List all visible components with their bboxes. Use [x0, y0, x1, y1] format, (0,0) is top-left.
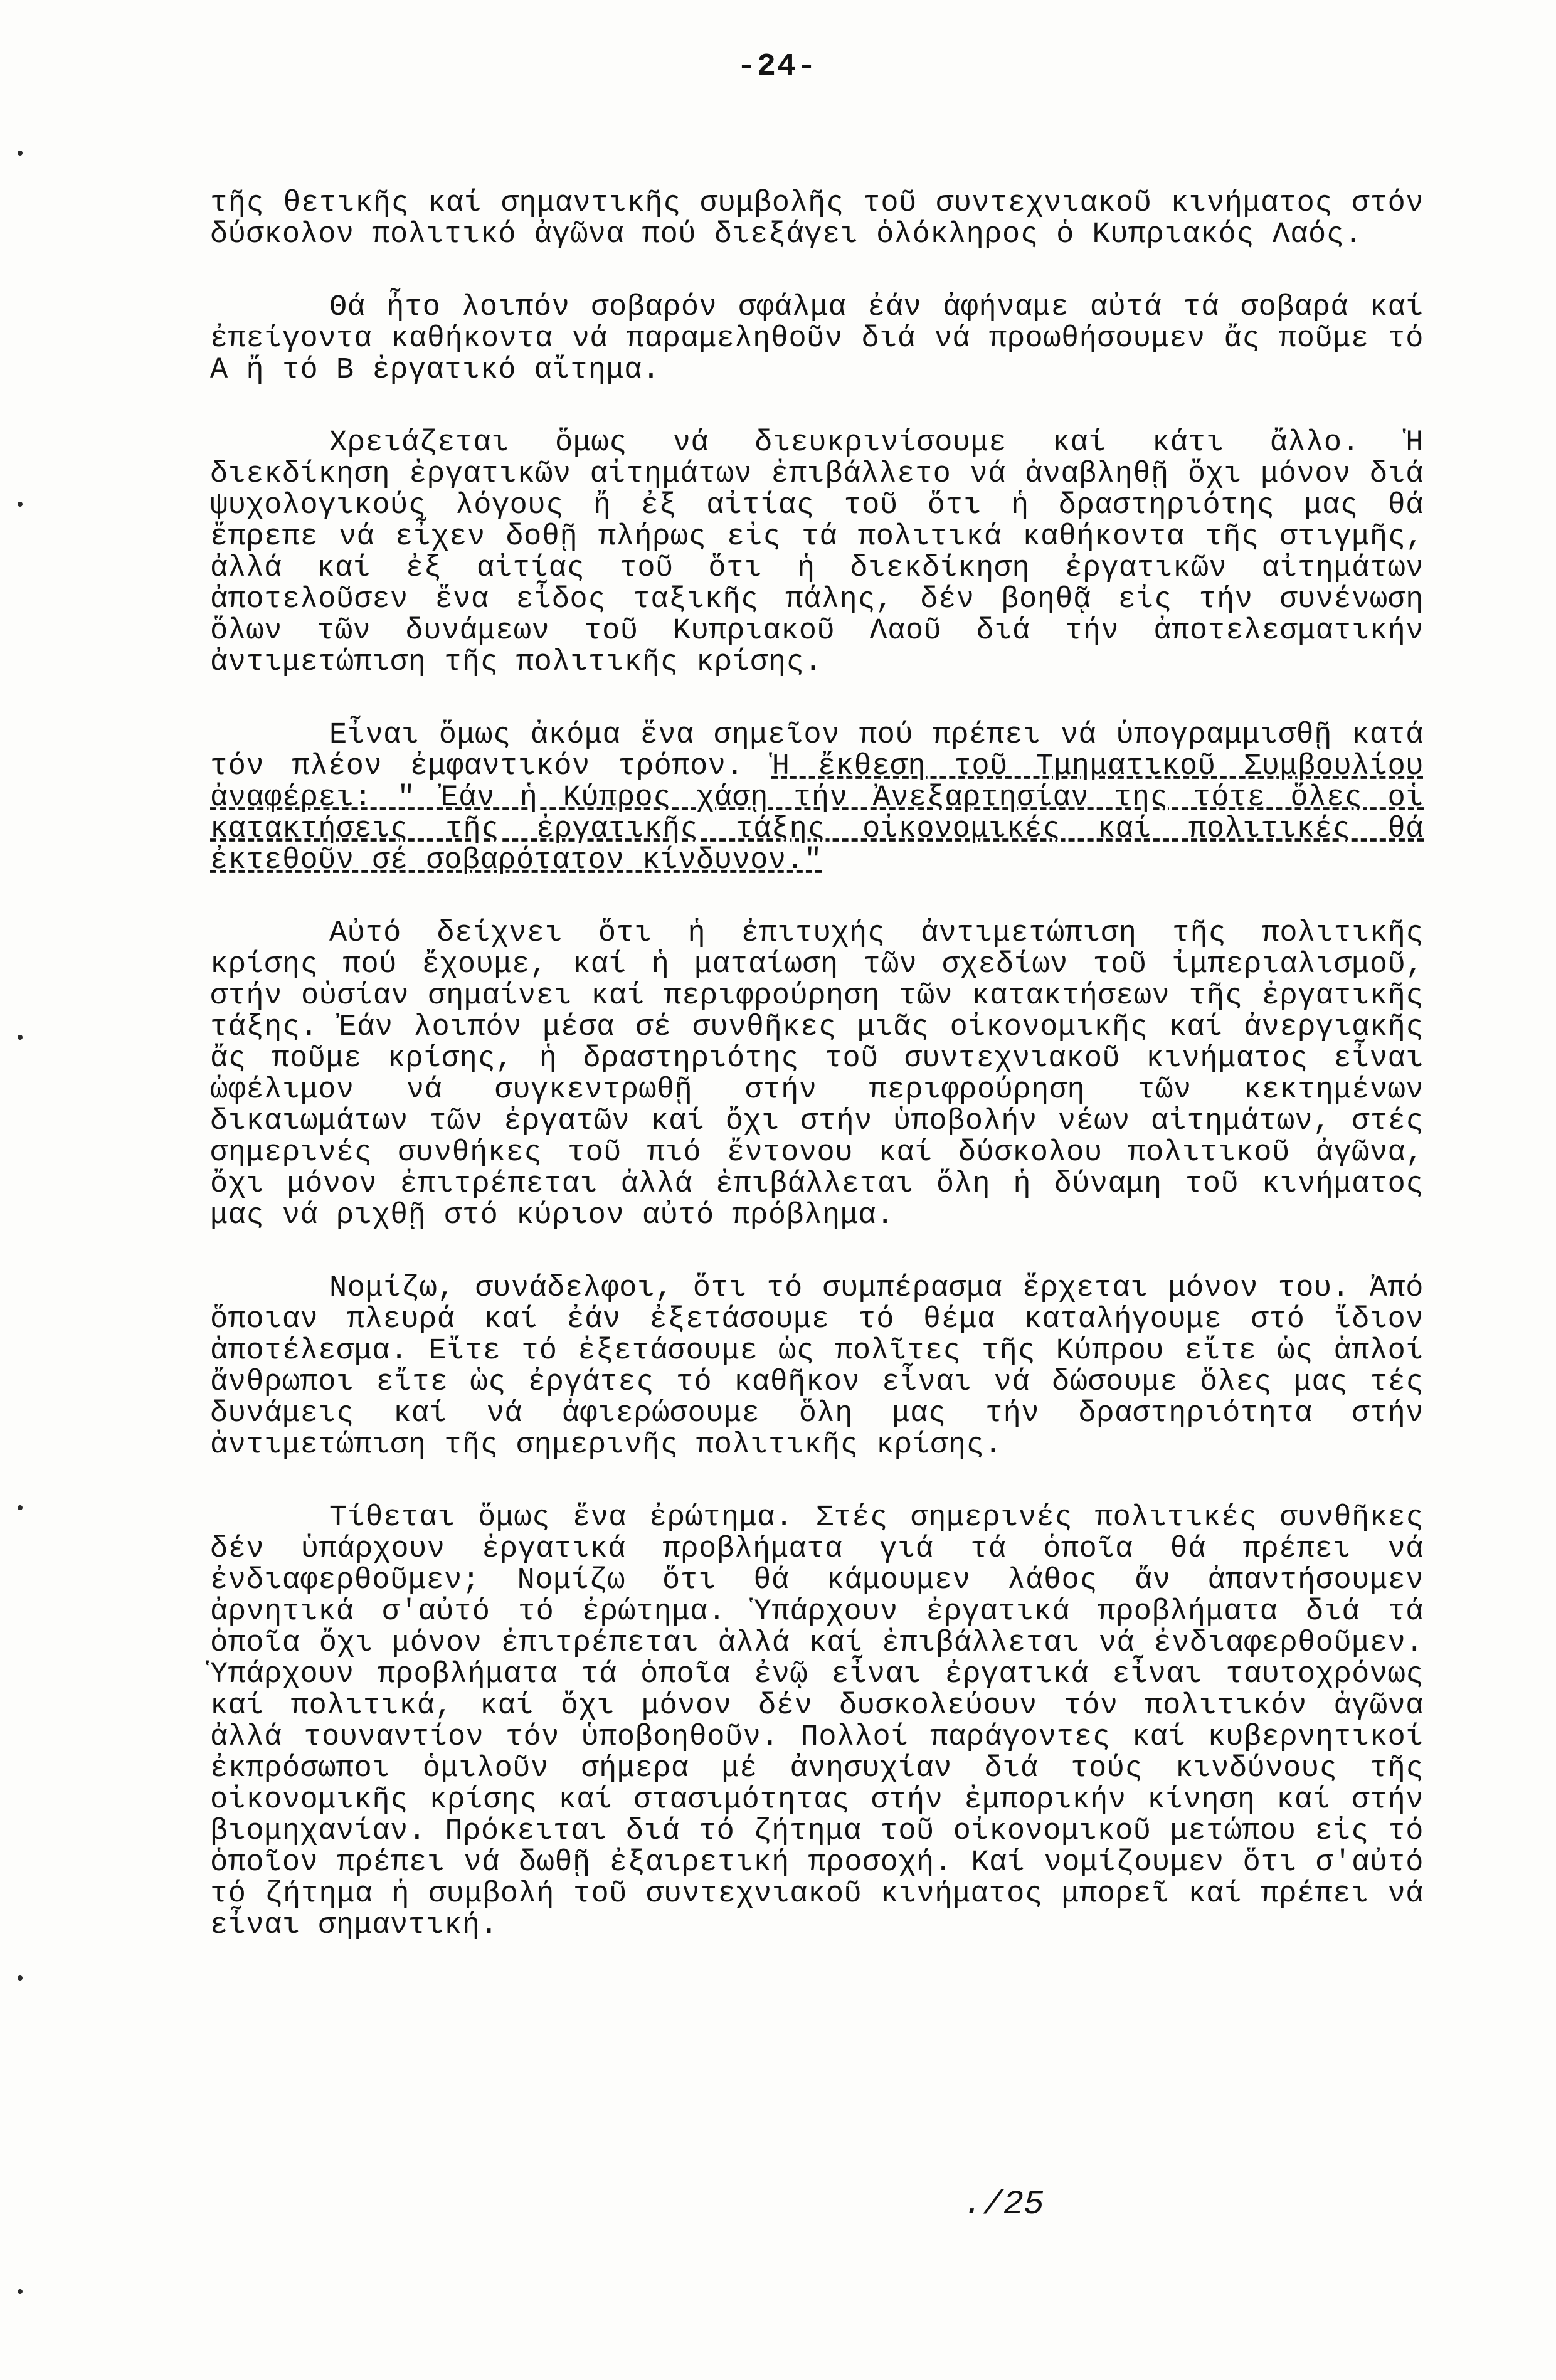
paragraph-7: Τίθεται ὅμως ἕνα ἐρώτημα. Στές σημερινές πολιτικές συνθῆκες δέν ὑπάρχουν ἐργατικά προβλήματα γιά τά ὁποῖα θά πρέπει νά ἐνδιαφερθοῦμεν; Νομίζω ὅτι θά κάμουμεν λάθος ἄν ἀπαντήσουμεν ἀρνητικά σ'αὐτό τό ἐρώτημα. Ὑπάρχουν ἐργατικά προβλήματα διά τά ὁποῖα ὄχι μόνον ἐπιτρέπεται ἀλλά καί ἐπιβάλλεται νά ἐνδιαφερθοῦμεν. Ὑπάρχουν προβλήματα τά ὁποῖα ἐνῷ εἶναι ἐργατικά εἶναι ταυτοχρόνως καί πολιτικά, καί ὄχι μόνον δέν δυσκολεύουν τόν πολιτικόν ἀγῶνα ἀλλά τουναντίον τόν ὑποβοηθοῦν. Πολλοί παράγοντες καί κυβερνητικοί ἐκπρόσωποι ὁμιλοῦν σήμερα μέ ἀνησυχίαν διά τούς κινδύνους τῆς οἰκονομικῆς κρίσης καί στασιμότητας στήν ἐμπορικήν κίνηση καί στήν βιομηχανίαν. Πρόκειται διά τό ζήτημα τοῦ οἰκονομικοῦ μετώπου εἰς τό ὁποῖον πρέπει νά δωθῇ ἐξαιρετική προσοχή. Καί νομίζουμεν ὅτι σ'αὐτό τό ζήτημα ἡ συμβολή τοῦ συντεχνιακοῦ κινήματος μπορεῖ καί πρέπει νά εἶναι σημαντική. [210, 1501, 1424, 1942]
margin-dot [18, 1975, 23, 1981]
paragraph-2: Θά ἦτο λοιπόν σοβαρόν σφάλμα ἐάν ἀφήναμε αὐτά τά σοβαρά καί ἐπείγοντα καθήκοντα νά παραμεληθοῦν διά νά προωθήσουμεν ἄς ποῦμε τό Α ἤ τό Β ἐργατικό αἴτημα. [210, 291, 1424, 387]
paragraph-6: Νομίζω, συνάδελφοι, ὅτι τό συμπέρασμα ἔρχεται μόνον του. Ἀπό ὅποιαν πλευρά καί ἐάν ἐξετάσουμε τό θέμα καταλήγουμε στό ἴδιον ἀποτέλεσμα. Εἴτε τό ἐξετάσουμε ὡς πολῖτες τῆς Κύπρου εἴτε ὡς ἁπλοί ἄνθρωποι εἴτε ὡς ἐργάτες τό καθῆκον εἶναι νά δώσουμε ὅλες μας τές δυνάμεις καί νά ἀφιερώσουμε ὅλη μας τήν δραστηριότητα στήν ἀντιμετώπιση τῆς σημερινῆς πολιτικῆς κρίσης. [210, 1272, 1424, 1462]
paragraph-5: Αὐτό δείχνει ὅτι ἡ ἐπιτυχής ἀντιμετώπιση τῆς πολιτικῆς κρίσης πού ἔχουμε, καί ἡ ματαίωση τῶν σχεδίων τοῦ ἰμπεριαλισμοῦ, στήν οὐσίαν σημαίνει καί περιφρούρηση τῶν κατακτήσεων τῆς ἐργατικῆς τάξης. Ἐάν λοιπόν μέσα σέ συνθῆκες μιᾶς οἰκονομικῆς καί ἀνεργιακῆς ἄς ποῦμε κρίσης, ἡ δραστηριότης τοῦ συντεχνιακοῦ κινήματος εἶναι ὠφέλιμον νά συγκεντρωθῇ στήν περιφρούρηση τῶν κεκτημένων δικαιωμάτων τῶν ἐργατῶν καί ὄχι στήν ὑποβολήν νέων αἰτημάτων, στές σημερινές συνθήκες τοῦ πιό ἔντονου καί δύσκολου πολιτικοῦ ἀγῶνα, ὄχι μόνον ἐπιτρέπεται ἀλλά ἐπιβάλλεται ὅλη ἡ δύναμη τοῦ κινήματος μας νά ριχθῇ στό κύριον αὐτό πρόβλημα. [210, 917, 1424, 1232]
body-text [210, 188, 1424, 1983]
margin-dot [18, 2289, 23, 2294]
paragraph-1: τῆς θετικῆς καί σημαντικῆς συμβολῆς τοῦ συντεχνιακοῦ κινήματος στόν δύσκολον πολιτικό ἀγῶνα πού διεξάγει ὁλόκληρος ὁ Κυπριακός Λαός. [210, 187, 1424, 251]
page-number: -24- [737, 49, 818, 85]
paragraph-3: Χρειάζεται ὅμως νά διευκρινίσουμε καί κάτι ἄλλο. Ἡ διεκδίκηση ἐργατικῶν αἰτημάτων ἐπιβάλλετο νά ἀναβληθῇ ὄχι μόνον διά ψυχολογικούς λόγους ἤ ἐξ αἰτίας τοῦ ὅτι ἡ δραστηριότης μας θά ἔπρεπε νά εἶχεν δοθῇ πλήρως εἰς τά πολιτικά καθήκοντα τῆς στιγμῆς, ἀλλά καί ἐξ αἰτίας τοῦ ὅτι ἡ διεκδίκηση ἐργατικῶν αἰτημάτων ἀποτελοῦσεν ἕνα εἶδος ταξικῆς πάλης, δέν βοηθᾷ εἰς τήν συνένωση ὅλων τῶν δυνάμεων τοῦ Κυπριακοῦ Λαοῦ διά τήν ἀποτελεσματικήν ἀντιμετώπιση τῆς πολιτικῆς κρίσης. [210, 426, 1424, 679]
margin-dot [18, 1035, 23, 1040]
margin-dot [18, 502, 23, 507]
paragraph-4-text: Εἶναι ὅμως ἀκόμα ἕνα σημεῖον πού πρέπει νά ὑπογραμμισθῇ κατά τόν πλέον ἐμφαντικόν τρόπον. [210, 719, 1424, 783]
margin-dot [18, 1505, 23, 1510]
paragraph-4 [210, 720, 1424, 877]
next-page-marker: ./25 [963, 2186, 1044, 2224]
council-report-quote: Ἡ ἔκθεση τοῦ Τμηματικοῦ Συμβουλίου ἀναφέρει: " Ἐάν ἡ Κύπρος χάσῃ τήν Ἀνεξαρτησίαν της τότε ὅλες οἱ κατακτήσεις τῆς ἐργατικῆς τάξης οἰκονομικές καί πολιτικές θά ἐκτεθοῦν σέ σοβαρότατον κίνδυνον." [210, 750, 1424, 877]
margin-dot [18, 151, 23, 156]
